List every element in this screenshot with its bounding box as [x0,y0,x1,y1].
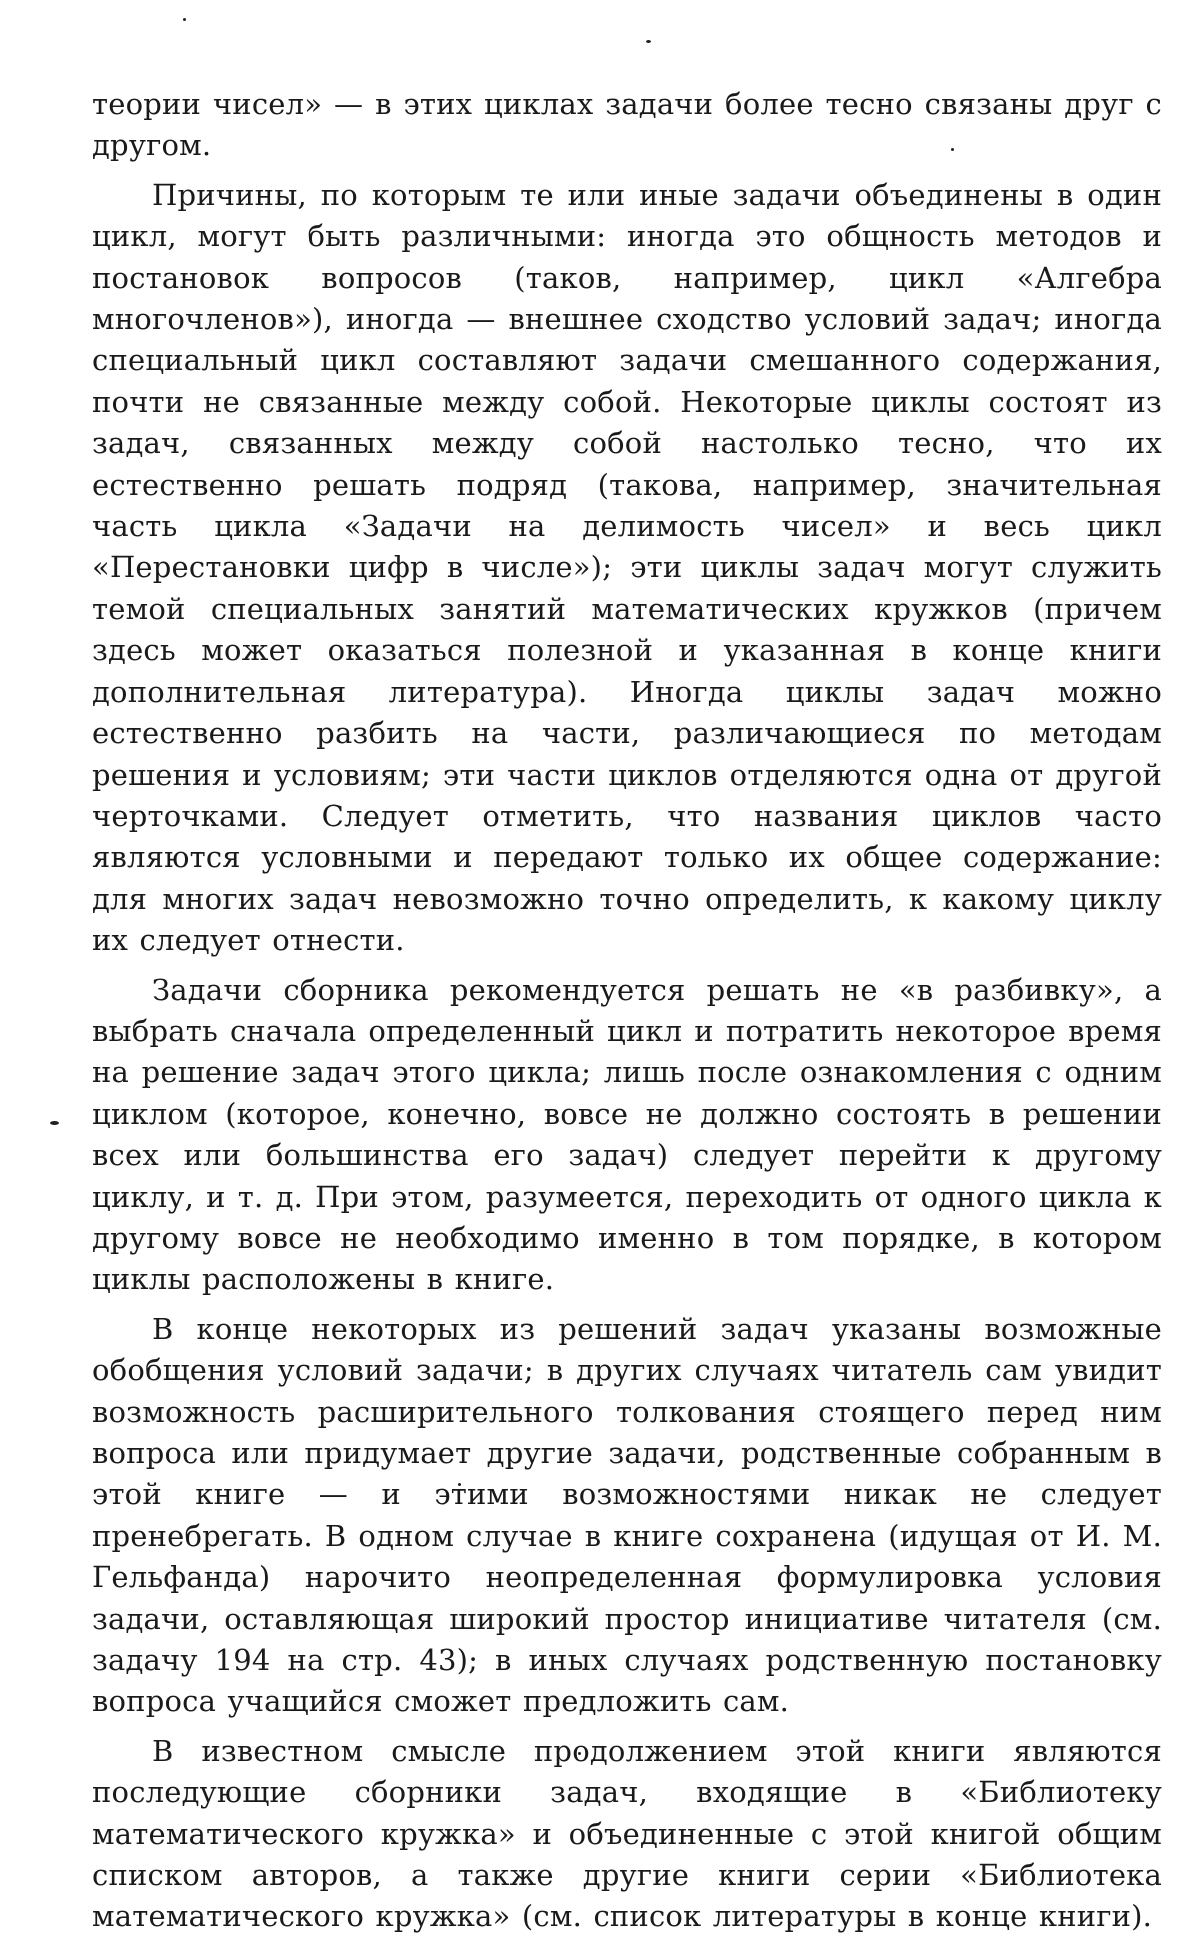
paragraph-continuation: В известном смысле продолжением этой книги являются последующие сборники задач, входящие в «Библиотеку математического кружка» и объединенные с этой книгой общим списком авторов, а также другие книги серии «Библиотека математического кружка» (см. список литературы в конце книги). [92,1733,1162,1934]
paragraph-generalizations: В конце некоторых из решений задач указаны возможные обобщения условий задачи; в других случаях читатель сам увидит возможность расширительного толкования стоящего перед ним вопроса или придумает другие задачи, родственные собранным в этой книге — и этими возможностями никак не следует пренебрегать. В одном случае в книге сохранена (идущая от И. М. Гельфанда) нарочито неопределенная формулировка условия задачи, оставляющая широкий простор инициативе читателя (см. задачу 194 на стр. 43); в иных случаях родственную постановку вопроса учащийся сможет предложить сам. [92,1311,1162,1719]
scan-speck [646,40,651,43]
paragraph-solving-advice: Задачи сборника рекомендуется решать не «в разбивку», а выбрать сначала определенный цикл и потратить некоторое время на решение задач этого цикла; лишь после ознакомления с одним циклом (которое, конечно, вовсе не должно состоять в решении всех или большинства его задач) следует перейти к другому циклу, и т. д. При этом, разумеется, переходить от одного цикла к другому вовсе не необходимо именно в том порядке, в котором циклы расположены в книге. [92,972,1162,1297]
book-page [92,84,1162,1934]
scan-speck [183,18,186,21]
paragraph-continued: теории чисел» — в этих циклах задачи более тесно связаны друг с другом. [92,87,1162,163]
scan-speck [50,1121,59,1125]
paragraph-cycles-reasons: Причины, по которым те или иные задачи объединены в один цикл, могут быть различными: иногда это общность методов и постановок вопросов (таков, например, цикл «Алгебра многочленов»), иногда — внешнее сходство условий задач; иногда специальный цикл составляют задачи смешанного содержания, почти не связанные между собой. Некоторые циклы состоят из задач, связанных между собой настолько тесно, что их естественно решать подряд (такова, например, значительная часть цикла «Задачи на делимость чисел» и весь цикл «Перестановки цифр в числе»); эти циклы задач могут служить темой специальных занятий математических кружков (причем здесь может оказаться полезной и указанная в конце книги дополнительная литература). Иногда циклы задач можно естественно разбить на части, различающиеся по методам решения и условиям; эти части циклов отделяются одна от другой черточками. Следует отметить, что названия циклов часто являются условными и передают только их общее содержание: для многих задач невозможно точно определить, к какому циклу их следует отнести. [92,177,1162,958]
